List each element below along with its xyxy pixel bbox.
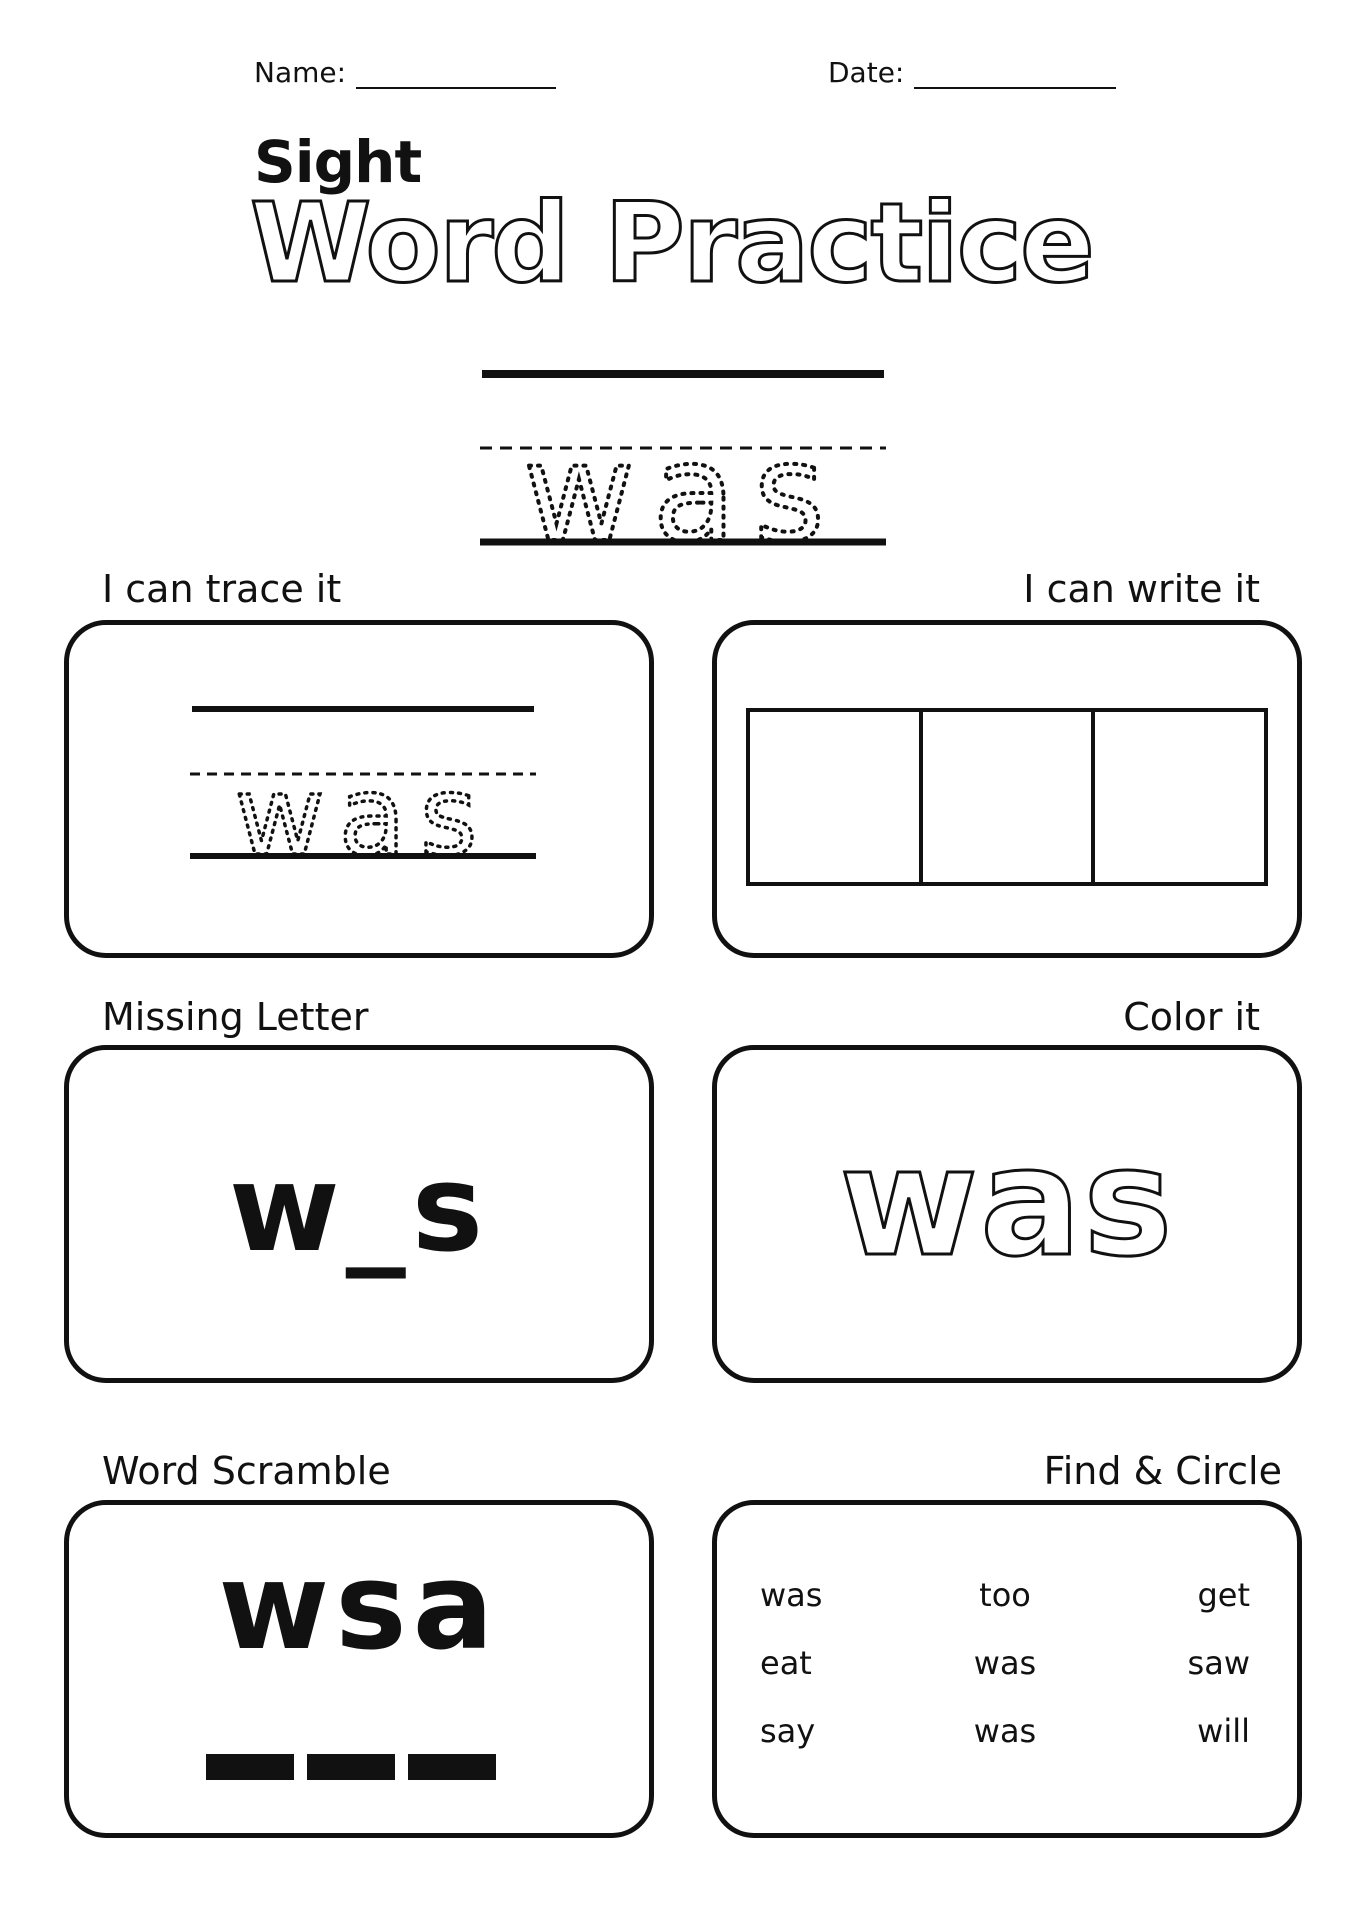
name-blank[interactable] [356, 59, 556, 89]
trace-write-line [192, 706, 534, 712]
date-field[interactable] [828, 56, 1116, 89]
write-letter-cell[interactable] [923, 712, 1096, 882]
trace-word [190, 760, 536, 864]
write-letter-cell[interactable] [750, 712, 923, 882]
find-word[interactable]: was [760, 1576, 823, 1614]
name-label: Name: [254, 56, 347, 89]
find-word[interactable]: will [1197, 1712, 1250, 1750]
find-word[interactable]: was [973, 1644, 1037, 1682]
date-label: Date: [828, 56, 905, 89]
trace-text: was [234, 760, 492, 864]
scramble-word: wsa [218, 1538, 500, 1677]
date-blank[interactable] [914, 59, 1116, 89]
write-letter-grid[interactable] [746, 708, 1268, 886]
color-word[interactable]: was [839, 1116, 1175, 1290]
find-word[interactable]: saw [1187, 1644, 1250, 1682]
find-row [760, 1712, 1250, 1780]
label-trace: I can trace it [102, 567, 342, 611]
name-field[interactable] [254, 56, 556, 89]
scramble-blank[interactable] [408, 1754, 496, 1780]
scramble-blanks[interactable] [206, 1754, 496, 1780]
label-find: Find & Circle [1043, 1449, 1282, 1493]
scramble-blank[interactable] [307, 1754, 395, 1780]
scramble-blank[interactable] [206, 1754, 294, 1780]
label-missing: Missing Letter [102, 995, 369, 1039]
find-word-grid [760, 1576, 1250, 1780]
find-row [760, 1644, 1250, 1712]
title-sight: Sight [254, 128, 422, 196]
label-scramble: Word Scramble [102, 1449, 391, 1493]
top-trace-text: was [523, 430, 843, 550]
find-word[interactable]: was [973, 1712, 1037, 1750]
write-letter-cell[interactable] [1095, 712, 1264, 882]
label-color: Color it [1123, 995, 1260, 1039]
find-row [760, 1576, 1250, 1644]
label-write: I can write it [1023, 567, 1260, 611]
find-word[interactable]: say [760, 1712, 816, 1750]
top-trace-word [480, 430, 886, 550]
title-word-practice: Word Practice [250, 179, 1093, 307]
top-write-line [482, 370, 884, 378]
find-word[interactable]: eat [760, 1644, 812, 1682]
missing-word: w_s [228, 1140, 490, 1279]
find-word[interactable]: get [1197, 1576, 1250, 1614]
find-word[interactable]: too [979, 1576, 1031, 1614]
